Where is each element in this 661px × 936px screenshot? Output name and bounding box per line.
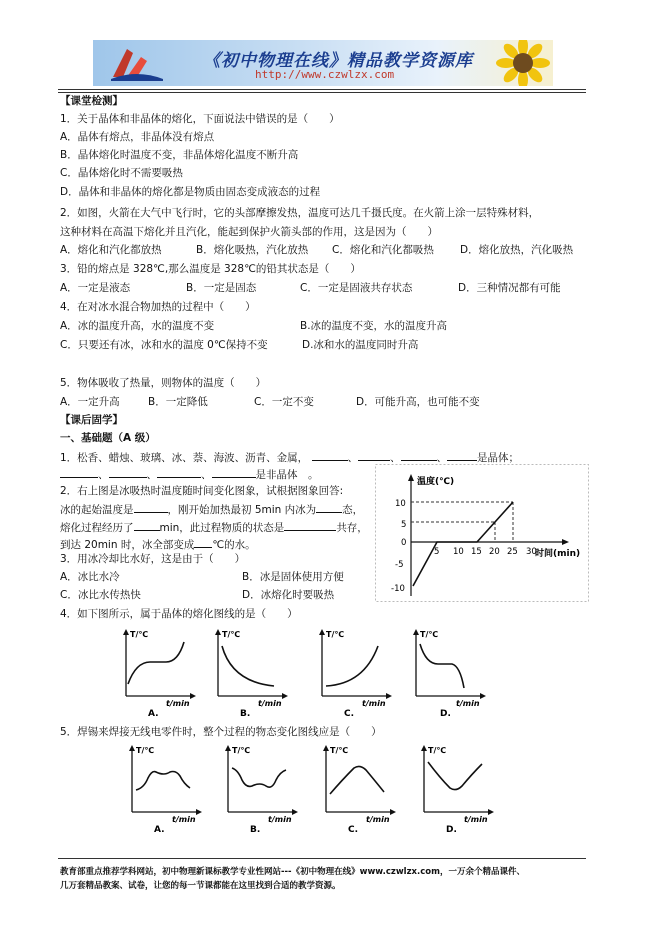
header-banner — [93, 40, 553, 86]
s2-q2-line1: 2．右上图是冰吸热时温度随时间变化图象，试根据图象回答: — [60, 485, 344, 497]
graph-xtick-5: 5 — [434, 547, 440, 557]
graph-y-label: 温度(℃) — [417, 477, 455, 487]
s2-q2-text: 熔化过程经历了 — [60, 522, 134, 534]
q4-option-a: A．冰的温度升高，水的温度不变 — [60, 320, 215, 332]
q3-option-d: D．三种情况都有可能 — [458, 282, 561, 294]
q4-a-xlabel: t/min — [166, 699, 190, 708]
q5-b-label: B. — [250, 825, 261, 832]
s2-q2-blank-start-temp[interactable] — [134, 501, 168, 513]
s2-q2-line3 — [60, 519, 368, 535]
q5-a-label: A. — [154, 825, 165, 832]
s2-q3-stem: 3．用冰冷却比水好，这是由于（ ） — [60, 553, 246, 565]
header-rule-2 — [58, 92, 586, 93]
s2-q1-blank-1[interactable] — [312, 449, 348, 461]
q4-a-label: A. — [148, 709, 159, 716]
header-rule — [58, 89, 586, 90]
graph-xtick-30: 30 — [526, 547, 537, 557]
q5-a-xlabel: t/min — [172, 815, 196, 824]
q2-stem-line1: 2．如图，火箭在大气中飞行时，它的头部摩擦发热，温度可达几千摄氏度。在火箭上涂一层特殊材料， — [60, 207, 540, 219]
q2-option-d: D．熔化放热，汽化吸热 — [460, 244, 574, 256]
q4-c-ylabel: T/℃ — [326, 630, 345, 639]
s2-q1-blank-6[interactable] — [109, 466, 147, 478]
q3-stem: 3．铅的熔点是 328℃,那么温度是 328℃的铅其状态是（ ） — [60, 263, 361, 275]
s2-q1-blank-8[interactable] — [212, 466, 256, 478]
footer-rule — [58, 858, 586, 859]
s2-q2-blank-state[interactable] — [316, 501, 342, 513]
q1-stem: 1．关于晶体和非晶体的熔化，下面说法中错误的是（ ） — [60, 113, 340, 125]
section-heading-after-class: 【课后固学】 — [60, 414, 123, 426]
q4-c-xlabel: t/min — [362, 699, 386, 708]
q4-d-ylabel: T/℃ — [420, 630, 439, 639]
graph-xtick-25: 25 — [507, 547, 518, 557]
s2-q1-blank-3[interactable] — [401, 449, 437, 461]
q2-option-c: C．熔化和汽化都吸热 — [332, 244, 434, 256]
s2-q1-blank-5[interactable] — [60, 466, 98, 478]
q5-graph-d — [421, 745, 494, 832]
q4-a-ylabel: T/℃ — [130, 630, 149, 639]
s2-q3-option-b: B．冰是固体使用方便 — [242, 571, 344, 583]
s2-q3-option-a: A．冰比水冷 — [60, 571, 120, 583]
q4-stem: 4．在对冰水混合物加热的过程中（ ） — [60, 301, 256, 313]
q5-option-c: C．一定不变 — [254, 396, 314, 408]
q5-graph-b — [225, 745, 298, 832]
s2-q2-text: 共存， — [336, 522, 368, 534]
q5-b-ylabel: T/℃ — [232, 746, 251, 755]
q4-graph-a — [123, 629, 196, 716]
s2-q2-blank-duration[interactable] — [134, 519, 160, 531]
s2-q3-option-c: C．冰比水传热快 — [60, 589, 141, 601]
q3-option-c: C．一定是固液共存状态 — [300, 282, 413, 294]
footer-line-2: 几万套精品教案、试卷，让您的每一节课都能在这里找到合适的教学资源。 — [60, 881, 341, 891]
s2-q2-line2 — [60, 501, 363, 517]
s2-q1-sep: 、 — [201, 469, 212, 481]
q4-graph-b — [215, 629, 288, 716]
s2-q2-line4 — [60, 536, 256, 552]
s2-q1-line1 — [60, 449, 519, 465]
s2-q1-crystal-label: 是晶体； — [477, 452, 520, 464]
graph-y-arrow — [408, 474, 414, 481]
q4-b-label: B. — [240, 709, 251, 716]
q5-graph-c — [323, 745, 396, 832]
q1-option-a: A．晶体有熔点，非晶体没有熔点 — [60, 131, 215, 143]
section-heading-class-test: 【课堂检测】 — [60, 95, 123, 107]
s2-q1-blank-7[interactable] — [157, 466, 201, 478]
graph-ytick-0: 0 — [401, 538, 407, 548]
s2-q1-line2 — [60, 466, 319, 482]
s2-q2-text: 冰的起始温度是 — [60, 504, 134, 516]
banner-url: http://www.czwlzx.com — [255, 68, 395, 81]
s2-q5-stem: 5．焊锡来焊接无线电零件时，整个过程的物态变化图线应是（ ） — [60, 726, 382, 738]
s2-q2-text: ℃的水。 — [212, 539, 256, 551]
s2-q1-text: 1．松香、蜡烛、玻璃、冰、萘、海波、沥青、金属， — [60, 452, 309, 464]
q4-c-label: C. — [344, 709, 355, 716]
s2-q2-text: min，此过程物质的状态是 — [159, 522, 285, 534]
s2-q1-sep: 、 — [347, 452, 359, 464]
q4-graph-c — [319, 629, 392, 716]
graph-xtick-15: 15 — [471, 547, 482, 557]
s2-q1-sep: 、 — [390, 452, 401, 464]
q5-graph-set — [118, 742, 598, 832]
s2-q1-sep: 、 — [146, 469, 157, 481]
q4-b-ylabel: T/℃ — [222, 630, 241, 639]
graph-frame — [376, 465, 589, 602]
q5-d-ylabel: T/℃ — [428, 746, 447, 755]
s2-q2-text: 到达 20min 时，冰全部变成 — [60, 539, 195, 551]
logo-icon — [107, 43, 177, 83]
graph-ytick-5: 5 — [401, 520, 407, 530]
q4-graph-d — [413, 629, 486, 716]
s2-q1-blank-2[interactable] — [358, 449, 390, 461]
graph-x-label: 时间(min) — [535, 549, 581, 559]
q1-option-b: B．晶体熔化时温度不变，非晶体熔化温度不断升高 — [60, 149, 299, 161]
graph-ytick-m5: -5 — [395, 560, 404, 570]
section-subheading-basic: 一、基础题（A 级） — [60, 432, 156, 444]
graph-ytick-10: 10 — [395, 499, 406, 509]
q5-stem: 5．物体吸收了热量，则物体的温度（ ） — [60, 377, 267, 389]
s2-q1-noncrystal-label: 是非晶体 。 — [255, 469, 319, 481]
q5-c-xlabel: t/min — [366, 815, 390, 824]
q4-option-b: B.冰的温度不变，水的温度升高 — [300, 320, 448, 332]
graph-xtick-20: 20 — [489, 547, 500, 557]
q3-option-b: B．一定是固态 — [186, 282, 257, 294]
q5-option-b: B．一定降低 — [148, 396, 208, 408]
s2-q1-blank-4[interactable] — [447, 449, 477, 461]
q4-graph-set — [112, 626, 592, 716]
s2-q4-stem: 4．如下图所示，属于晶体的熔化图线的是（ ） — [60, 608, 298, 620]
q1-option-d: D．晶体和非晶体的熔化都是物质由固态变成液态的过程 — [60, 186, 321, 198]
s2-q1-sep: 、 — [98, 469, 109, 481]
q5-c-ylabel: T/℃ — [330, 746, 349, 755]
q5-graph-a — [129, 745, 202, 832]
q5-d-label: D. — [446, 825, 457, 832]
q4-d-xlabel: t/min — [456, 699, 480, 708]
q2-option-a: A．熔化和汽化都放热 — [60, 244, 162, 256]
footer-line-1: 教育部重点推荐学科网站，初中物理新课标教学专业性网站---《初中物理在线》www.czwlzx.com，一万余个精品课件、 — [60, 867, 525, 877]
graph-x-arrow — [562, 539, 569, 545]
q5-option-a: A．一定升高 — [60, 396, 120, 408]
q4-d-label: D. — [440, 709, 451, 716]
q5-a-ylabel: T/℃ — [136, 746, 155, 755]
s2-q2-blank-final-temp[interactable] — [194, 536, 212, 548]
s2-q1-sep: 、 — [436, 452, 448, 464]
q5-c-label: C. — [348, 825, 359, 832]
q4-option-d: D.冰和水的温度同时升高 — [302, 339, 419, 351]
graph-ytick-m10: -10 — [391, 584, 405, 594]
ice-heating-graph — [375, 464, 590, 604]
q4-b-xlabel: t/min — [258, 699, 282, 708]
q5-option-d: D．可能升高，也可能不变 — [356, 396, 480, 408]
q2-stem-line2: 这种材料在高温下熔化并且汽化，能起到保护火箭头部的作用，这是因为（ ） — [60, 226, 438, 238]
q5-b-xlabel: t/min — [268, 815, 292, 824]
graph-xtick-10: 10 — [453, 547, 464, 557]
s2-q2-blank-coexist[interactable] — [284, 519, 336, 531]
graph-curve — [413, 502, 513, 586]
banner-title: 《初中物理在线》精品教学资源库 — [203, 51, 473, 71]
q2-option-b: B．熔化吸热，汽化放热 — [196, 244, 309, 256]
q3-option-a: A．一定是液态 — [60, 282, 131, 294]
q4-option-c: C．只要还有冰，冰和水的温度 0℃保持不变 — [60, 339, 268, 351]
q5-d-xlabel: t/min — [464, 815, 488, 824]
q1-option-c: C．晶体熔化时不需要吸热 — [60, 167, 183, 179]
s2-q3-option-d: D．冰熔化时要吸热 — [242, 589, 335, 601]
sunflower-icon — [485, 40, 553, 86]
s2-q2-text: ，刚开始加热最初 5min 内冰为 — [167, 504, 317, 516]
s2-q2-text: 态， — [342, 504, 364, 516]
